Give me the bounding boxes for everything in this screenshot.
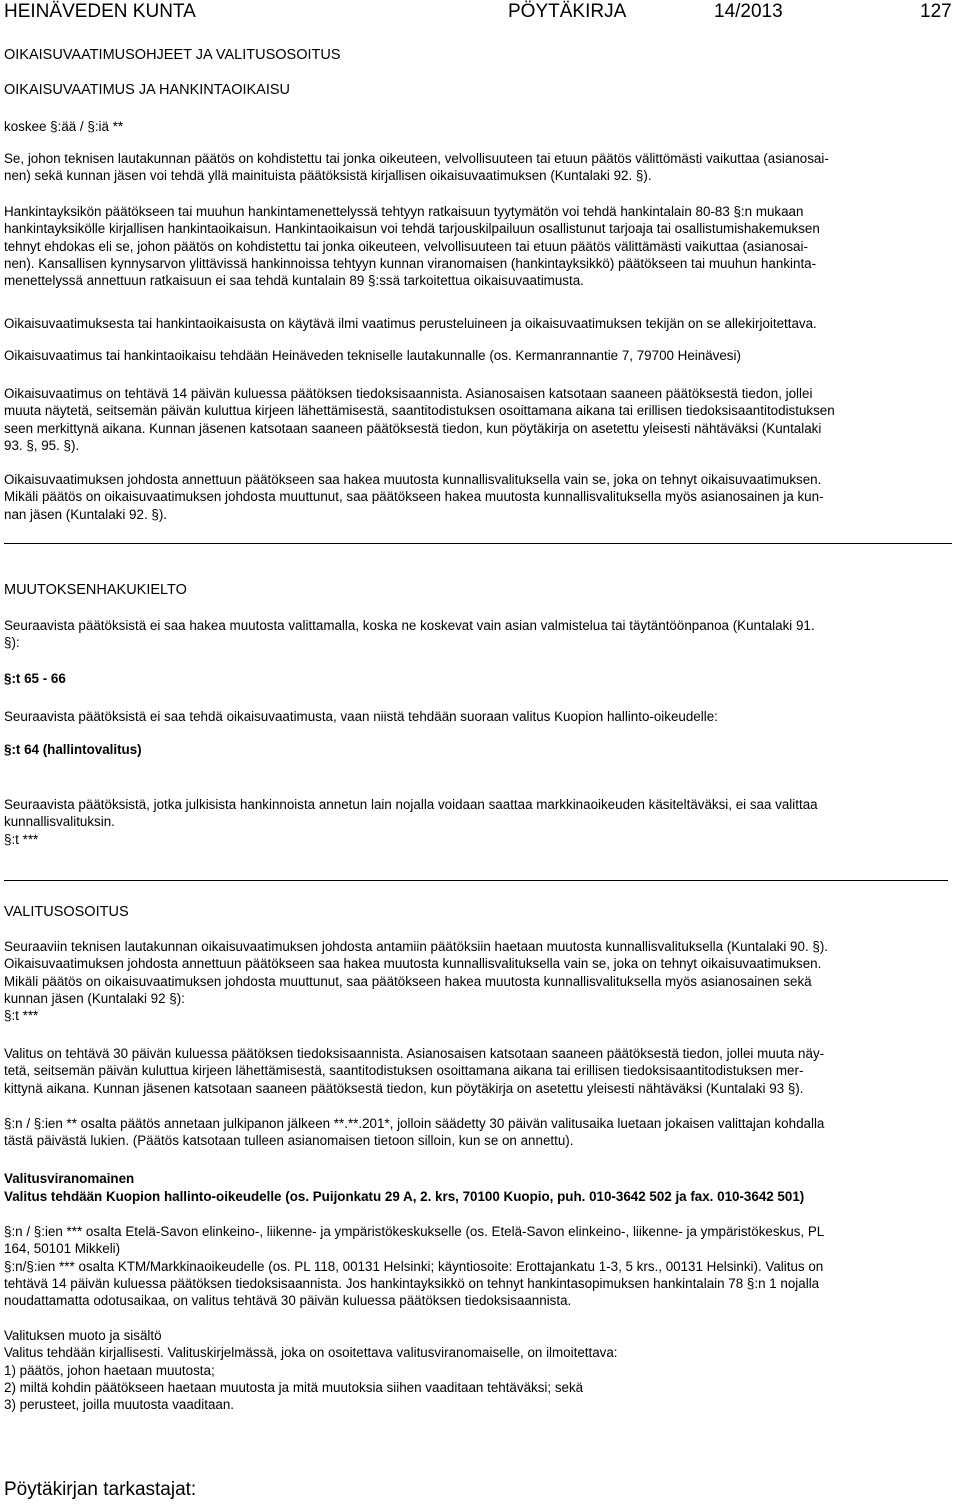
text-line: 164, 50101 Mikkeli): [4, 1241, 121, 1257]
text-line: Hankintayksikön päätökseen tai muuhun hankintamenettelyssä tehtyyn ratkaisuun tyytymätön voi tehdä hankintalain 80-83 §:n mukaan: [4, 204, 804, 219]
paragraph-valitus-2: [4, 1045, 824, 1097]
section-list-1: §:t 65 - 66: [4, 671, 66, 686]
heading-oikaisuvaatimus: OIKAISUVAATIMUS JA HANKINTAOIKAISU: [4, 82, 291, 98]
footer-reviewers: Pöytäkirjan tarkastajat:: [4, 1479, 197, 1500]
text-line: Mikäli päätös on oikaisuvaatimuksen johdosta muuttunut, saa päätökseen hakea muutosta kunnallisvalituksella myös asianosainen sekä: [4, 973, 812, 989]
paragraph-oikaisu-4: [4, 347, 741, 364]
text-line: §:n/§:ien *** osalta KTM/Markkinaoikeudelle (os. PL 118, 00131 Helsinki; käyntiosoite: Erottajankatu 1-3, 5 krs., 00131 Helsinki). Valitus on: [4, 1258, 824, 1274]
koskee-line: koskee §:ää / §:iä **: [4, 119, 124, 134]
text-line: 93. §, 95. §).: [4, 437, 80, 453]
paragraph-kielto-2: [4, 708, 718, 725]
authority-label: Valitusviranomainen: [4, 1171, 135, 1186]
header-doc-type: PÖYTÄKIRJA: [508, 1, 627, 22]
text-line: Oikaisuvaatimuksesta tai hankintaoikaisusta on käytävä ilmi vaatimus perusteluineen ja oikaisuvaatimuksen tekijän on se allekirjoitettava.: [4, 316, 817, 331]
section-list-2: §:t 64 (hallintovalitus): [4, 742, 142, 757]
text-line: tehnyt ehdokas eli se, johon päätös on kohdistettu tai jonka oikeuteen, velvollisuuteen tai etuun päätös välittämästi vaikuttaa (asianosai-: [4, 238, 808, 254]
text-line: Valitus on tehtävä 30 päivän kuluessa päätöksen tiedoksisaannista. Asianosaisen katsotaan saaneen päätöksestä tiedon, jollei muuta näy-: [4, 1046, 825, 1061]
text-line: Oikaisuvaatimuksen johdosta annettuun päätökseen saa hakea muutosta kunnallisvalituksella vain se, joka on tehnyt oikaisuvaatimuksen.: [4, 472, 822, 487]
text-line: nan jäsen (Kuntalaki 92. §).: [4, 506, 168, 522]
text-line: nen). Kansallisen kynnysarvon ylittävissä hankinnoissa tehtyyn kunnan viranomaisen (hankintayksikkö) päätökseen tai muuhun hankinta-: [4, 255, 817, 271]
authority-address: Valitus tehdään Kuopion hallinto-oikeudelle (os. Puijonkatu 29 A, 2. krs, 70100 Kuopio, puh. 010-3642 502 ja fax. 010-3642 501): [4, 1189, 805, 1204]
text-line: 1) päätös, johon haetaan muutosta;: [4, 1362, 215, 1378]
text-line: §:t ***: [4, 1008, 39, 1024]
text-line: Mikäli päätös on oikaisuvaatimuksen johdosta muuttunut, saa päätökseen hakea muutosta kunnallisvalituksella myös asianosainen ja kun-: [4, 489, 824, 505]
text-line: menettelyssä annettuun ratkaisuun ei saa tehdä kuntalain 89 §:ssä tarkoitettua oikaisuvaatimusta.: [4, 273, 584, 289]
text-line: seen merkittynä aikana. Kunnan jäsenen katsotaan saaneen päätöksestä tiedon, kun pöytäkirja on asetettu yleisesti nähtäväksi (Kuntalaki: [4, 420, 822, 436]
text-line: tehtävä 14 päivän kuluessa päätöksen tiedoksisaannista. Jos hankintayksikkö on tehnyt hankintasopimuksen hankintalain 78 §:n 1 nojalla: [4, 1275, 820, 1291]
text-line: Oikaisuvaatimus on tehtävä 14 päivän kuluessa päätöksen tiedoksisaannista. Asianosaisen katsotaan saaneen päätöksestä tiedon, jollei: [4, 386, 813, 401]
text-line: Seuraavista päätöksistä ei saa hakea muutosta valittamalla, koska ne koskevat vain asian valmistelua tai täytäntöönpanoa (Kuntalaki 91.: [4, 618, 815, 633]
paragraph-oikaisu-2: [4, 203, 820, 289]
paragraph-valitus-5: [4, 1327, 618, 1413]
divider-1: [4, 543, 952, 544]
text-line: Valituksen muoto ja sisältö: [4, 1328, 162, 1343]
paragraph-oikaisu-6: [4, 471, 824, 523]
text-line: 2) miltä kohdin päätökseen haetaan muutosta ja mitä muutoksia siihen vaaditaan tehtäväksi; sekä: [4, 1379, 584, 1395]
paragraph-oikaisu-5: [4, 385, 835, 454]
text-line: Seuraaviin teknisen lautakunnan oikaisuvaatimuksen johdosta antamiin päätöksiin haetaan muutosta kunnallisvalituksella (Kuntalaki 90. §).: [4, 939, 829, 954]
heading-muutoksenhakukielto: MUUTOKSENHAKUKIELTO: [4, 582, 187, 598]
paragraph-kielto-1: [4, 617, 815, 652]
paragraph-valitus-3: [4, 1115, 824, 1150]
text-line: Se, johon teknisen lautakunnan päätös on kohdistettu tai jonka oikeuteen, velvollisuuteen tai etuun päätös välittömästi vaikuttaa (asianosai-: [4, 151, 829, 166]
text-line: tästä päivästä lukien. (Päätös katsotaan tulleen asianomaisen tietoon silloin, kun se on annettu).: [4, 1133, 574, 1149]
heading-valitusosoitus: VALITUSOSOITUS: [4, 904, 129, 920]
text-line: muuta näytetä, seitsemän päivän kuluttua kirjeen lähettämisestä, saantitodistuksen osoittamana aikana tai erillisen tiedoksisaantitodistuksen: [4, 403, 835, 419]
header-org: HEINÄVEDEN KUNTA: [4, 1, 196, 22]
text-line: Oikaisuvaatimus tai hankintaoikaisu tehdään Heinäveden tekniselle lautakunnalle (os. Kermanrannantie 7, 79700 Heinävesi): [4, 348, 741, 363]
text-line: Oikaisuvaatimuksen johdosta annettuun päätökseen saa hakea muutosta kunnallisvalituksella vain se, joka on tehnyt oikaisuvaatimuksen.: [4, 956, 822, 972]
paragraph-kielto-3: [4, 796, 818, 848]
text-line: §:n / §:ien ** osalta päätös annetaan julkipanon jälkeen **.**.201*, jolloin säädetty 30 päivän valitusaika luetaan jokaisen valittajan kohdalla: [4, 1116, 825, 1131]
text-line: tetä, seitsemän päivän kuluttua kirjeen lähettämisestä, saantitodistuksen osoittamana aikana tai erillisen tiedoksisaantitodistuksen mer-: [4, 1063, 804, 1079]
text-line: 3) perusteet, joilla muutosta vaaditaan.: [4, 1397, 235, 1413]
paragraph-oikaisu-1: [4, 150, 829, 185]
text-line: kunnallisvalituksin.: [4, 814, 115, 830]
text-line: §):: [4, 635, 20, 651]
paragraph-valitus-1: [4, 938, 828, 1024]
text-line: Valitus tehdään kirjallisesti. Valituskirjelmässä, joka on osoitettava valitusviranomaiselle, on ilmoitettava:: [4, 1345, 618, 1361]
text-line: kunnan jäsen (Kuntalaki 92 §):: [4, 990, 185, 1006]
text-line: noudattamatta odotusaikaa, on valitus tehtävä 30 päivän kuluessa päätöksen tiedoksisaannista.: [4, 1293, 572, 1309]
paragraph-valitus-4: [4, 1223, 824, 1309]
text-line: kittynä aikana. Kunnan jäsenen katsotaan saaneen päätöksestä tiedon, kun pöytäkirja on asetettu yleisesti nähtäväksi (Kuntalaki 93 §).: [4, 1080, 804, 1096]
text-line: nen) sekä kunnan jäsen voi tehdä yllä mainituista päätöksistä kirjallisen oikaisuvaatimuksen (Kuntalaki 92. §).: [4, 168, 652, 184]
text-line: §:t ***: [4, 831, 39, 847]
heading-main: OIKAISUVAATIMUSOHJEET JA VALITUSOSOITUS: [4, 47, 341, 63]
text-line: hankintayksikölle kirjallisen hankintaoikaisun. Hankintaoikaisun voi tehdä tarjouskilpailuun osallistunut tarjoaja tai osallistumishakemuksen: [4, 221, 820, 237]
divider-2: [4, 880, 948, 881]
header-page-number: 127: [920, 1, 952, 22]
text-line: Seuraavista päätöksistä ei saa tehdä oikaisuvaatimusta, vaan niistä tehdään suoraan valitus Kuopion hallinto-oikeudelle:: [4, 709, 718, 724]
header-issue: 14/2013: [714, 1, 783, 22]
text-line: §:n / §:ien *** osalta Etelä-Savon elinkeino-, liikenne- ja ympäristökeskukselle (os. Etelä-Savon elinkeino-, liikenne- ja ympäristökeskus, PL: [4, 1224, 825, 1239]
text-line: Seuraavista päätöksistä, jotka julkisista hankinnoista annetun lain nojalla voidaan saattaa markkinaoikeuden käsiteltäväksi, ei saa valittaa: [4, 797, 818, 812]
paragraph-oikaisu-3: [4, 315, 817, 332]
